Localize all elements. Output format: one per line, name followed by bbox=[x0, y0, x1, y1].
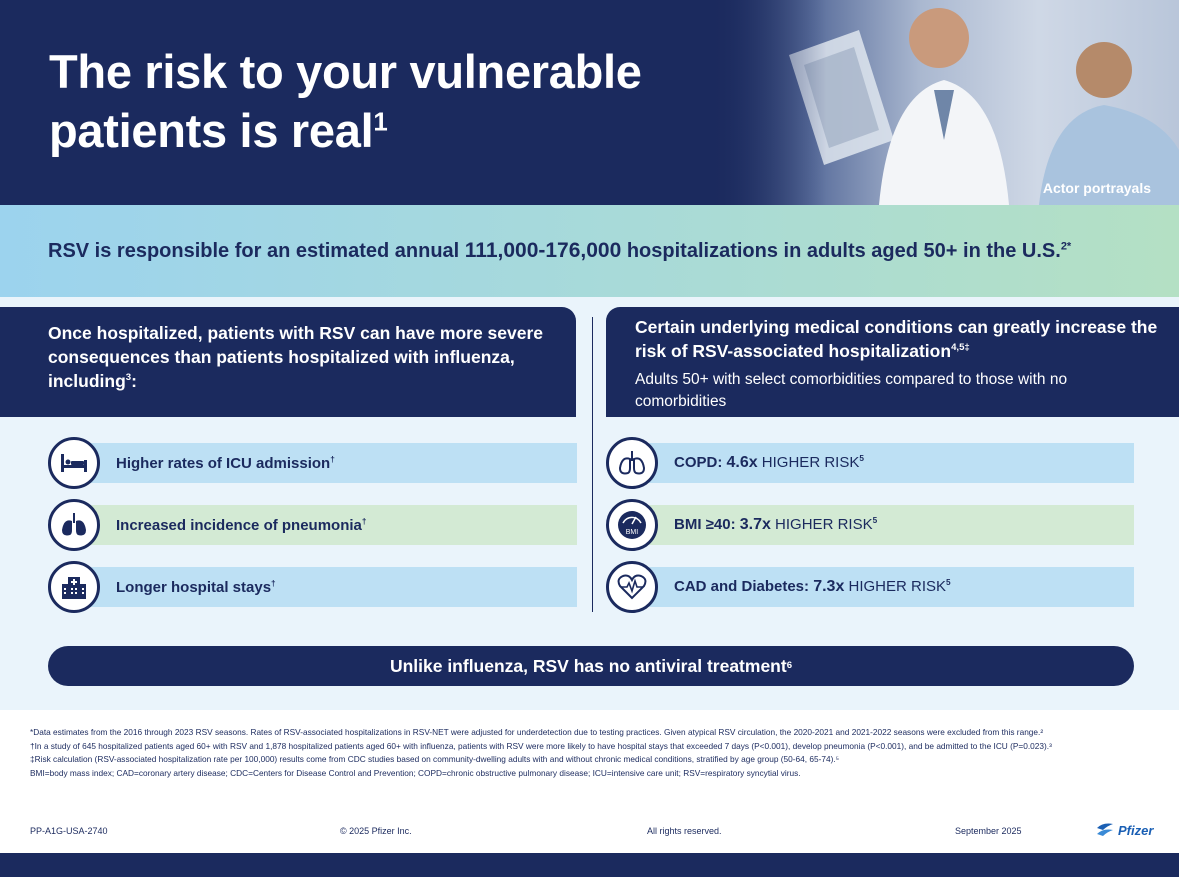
consequence-label: Longer hospital stays† bbox=[116, 578, 276, 596]
stat-banner bbox=[0, 205, 1179, 297]
publish-date: September 2025 bbox=[955, 826, 1022, 836]
risk-label: CAD and Diabetes: 7.3x HIGHER RISK$^5$ bbox=[674, 578, 951, 595]
consequence-row-pneumonia bbox=[48, 505, 577, 545]
bottom-bar bbox=[0, 853, 1179, 877]
heart-pulse-icon bbox=[606, 561, 658, 613]
hospital-building-icon bbox=[48, 561, 100, 613]
antiviral-callout: Unlike influenza, RSV has no antiviral treatment 6 bbox=[48, 646, 1134, 686]
footnote: BMI=body mass index; CAD=coronary artery disease; CDC=Centers for Disease Control and Prevention; COPD=chronic obstructive pulmonary disease; ICU=intensive care unit; RSV=respiratory syncytial virus. bbox=[30, 767, 801, 778]
job-code: PP-A1G-USA-2740 bbox=[30, 826, 108, 836]
footnote: †In a study of 645 hospitalized patients aged 60+ with RSV and 1,878 hospitalized patients aged 60+ with influenza, patients with RSV were more likely to have hospital stays that exceeded 7 days (P<0.001), develop pneumonia (P<0.001), and be admitted to the ICU (P=0.023).³ bbox=[30, 740, 1052, 751]
consequence-label: Increased incidence of pneumonia† bbox=[116, 516, 367, 534]
risk-label: BMI ≥40: 3.7x HIGHER RISK$^5$ bbox=[674, 516, 878, 533]
lungs-icon bbox=[48, 499, 100, 551]
right-panel-heading: Certain underlying medical conditions can greatly increase the risk of RSV-associated hospitalization$^{4,5\ddagger}$ Adults 50+ with select comorbidities compared to those with no comorbidities bbox=[606, 307, 1179, 417]
bmi-gauge-icon bbox=[606, 499, 658, 551]
copyright: © 2025 Pfizer Inc. bbox=[340, 826, 412, 836]
rights-reserved: All rights reserved. bbox=[647, 826, 722, 836]
left-panel-heading: Once hospitalized, patients with RSV can have more severe consequences than patients hospitalized with influenza, including$^3$: bbox=[0, 307, 576, 417]
panel-divider bbox=[592, 317, 593, 612]
risk-label: COPD: 4.6x HIGHER RISK$^5$ bbox=[674, 454, 864, 471]
svg-text:BMI: BMI bbox=[625, 529, 639, 536]
risk-row-copd bbox=[606, 443, 1134, 483]
risk-row-cad-diabetes bbox=[606, 567, 1134, 607]
photo-illustration bbox=[709, 0, 1179, 205]
footnote: ‡Risk calculation (RSV-associated hospitalization rate per 100,000) results come from CDC studies based on community-dwelling adults with and without chronic medical conditions, stratified by age group (50-64, 65-74).⁵ bbox=[30, 754, 840, 764]
photo-caption: Actor portrayals bbox=[1042, 180, 1151, 196]
comparison-section bbox=[0, 297, 1179, 710]
lungs-icon bbox=[606, 437, 658, 489]
header bbox=[0, 0, 1179, 205]
doctor-patient-photo bbox=[709, 0, 1179, 205]
consequence-label: Higher rates of ICU admission† bbox=[116, 454, 335, 472]
footnotes bbox=[30, 726, 1150, 780]
pfizer-mark-icon bbox=[1095, 820, 1115, 840]
right-panel-subheading: Adults 50+ with select comorbidities compared to those with no comorbidities bbox=[635, 371, 1068, 410]
pfizer-logo: Pfizer bbox=[1095, 818, 1157, 842]
consequence-row-icu bbox=[48, 443, 577, 483]
consequence-row-hospital-stay bbox=[48, 567, 577, 607]
footnote: *Data estimates from the 2016 through 2023 RSV seasons. Rates of RSV-associated hospitalizations in RSV-NET were adjusted for underdetection due to testing practices. Given atypical RSV circulation, the 2020-2021 and 2021-2022 seasons were excluded from this range.² bbox=[30, 727, 1044, 737]
risk-row-bmi bbox=[606, 505, 1134, 545]
page-title: The risk to your vulnerable patients is real$^1$ bbox=[49, 45, 642, 157]
stat-banner-text: RSV is responsible for an estimated annual 111,000-176,000 hospitalizations in adults aged 50+ in the U.S.$^{2*}$ bbox=[48, 239, 1072, 262]
hospital-bed-icon bbox=[48, 437, 100, 489]
